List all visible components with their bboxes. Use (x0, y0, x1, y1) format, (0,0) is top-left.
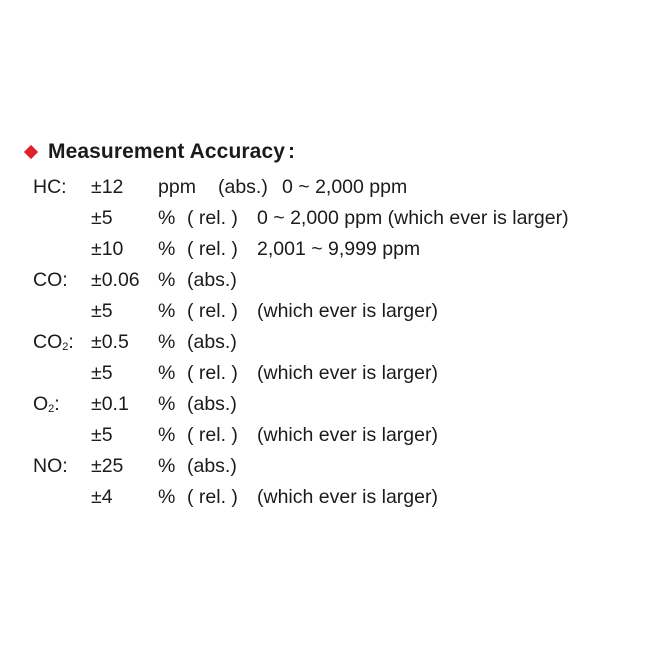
accuracy-type: (abs.) (187, 393, 237, 415)
accuracy-value: ±25 (91, 455, 124, 477)
accuracy-unit: % (158, 362, 176, 384)
gas-label: $O_2$: (33, 393, 60, 415)
accuracy-unit: % (158, 455, 176, 477)
gas-label: NO: (33, 455, 68, 477)
accuracy-row (0, 389, 650, 419)
accuracy-type: ( rel. ) (187, 424, 238, 446)
accuracy-range: 2,001 ~ 9,999 ppm (257, 238, 421, 260)
accuracy-type: (abs.) (218, 176, 268, 198)
accuracy-unit: % (158, 300, 176, 322)
accuracy-range: (which ever is larger) (257, 362, 438, 384)
accuracy-value: ±4 (91, 486, 113, 508)
accuracy-row (0, 451, 650, 481)
accuracy-type: ( rel. ) (187, 362, 238, 384)
accuracy-row (0, 358, 650, 388)
heading-title: Measurement Accuracy (48, 140, 285, 163)
accuracy-value: ±5 (91, 300, 113, 322)
accuracy-unit: % (158, 238, 176, 260)
accuracy-type: ( rel. ) (187, 207, 238, 229)
accuracy-unit: % (158, 331, 176, 353)
accuracy-value: ±5 (91, 362, 113, 384)
accuracy-row (0, 420, 650, 450)
accuracy-unit: % (158, 486, 176, 508)
accuracy-range: 0 ~ 2,000 ppm (which ever is larger) (257, 207, 569, 229)
accuracy-value: ±5 (91, 207, 113, 229)
accuracy-row (0, 203, 650, 233)
accuracy-type: (abs.) (187, 331, 237, 353)
accuracy-row (0, 482, 650, 512)
accuracy-type: (abs.) (187, 269, 237, 291)
accuracy-range: (which ever is larger) (257, 424, 438, 446)
accuracy-value: ±10 (91, 238, 124, 260)
diamond-bullet-icon (24, 145, 38, 159)
accuracy-unit: ppm (158, 176, 196, 198)
accuracy-value: ±5 (91, 424, 113, 446)
accuracy-range: (which ever is larger) (257, 486, 438, 508)
accuracy-unit: % (158, 269, 176, 291)
accuracy-unit: % (158, 393, 176, 415)
accuracy-value: ±0.06 (91, 269, 140, 291)
accuracy-row (0, 234, 650, 264)
accuracy-range: 0 ~ 2,000 ppm (282, 176, 408, 198)
accuracy-unit: % (158, 424, 176, 446)
gas-label: CO: (33, 269, 68, 291)
heading-colon: : (288, 140, 295, 163)
section-heading (22, 137, 295, 167)
accuracy-row (0, 172, 650, 202)
accuracy-unit: % (158, 207, 176, 229)
accuracy-value: ±12 (91, 176, 124, 198)
gas-label: HC: (33, 176, 67, 198)
accuracy-type: (abs.) (187, 455, 237, 477)
accuracy-range: (which ever is larger) (257, 300, 438, 322)
gas-label: $CO_2$: (33, 331, 74, 353)
accuracy-type: ( rel. ) (187, 300, 238, 322)
accuracy-row (0, 327, 650, 357)
accuracy-row (0, 265, 650, 295)
accuracy-value: ±0.5 (91, 331, 129, 353)
accuracy-type: ( rel. ) (187, 486, 238, 508)
accuracy-value: ±0.1 (91, 393, 129, 415)
accuracy-row (0, 296, 650, 326)
accuracy-type: ( rel. ) (187, 238, 238, 260)
